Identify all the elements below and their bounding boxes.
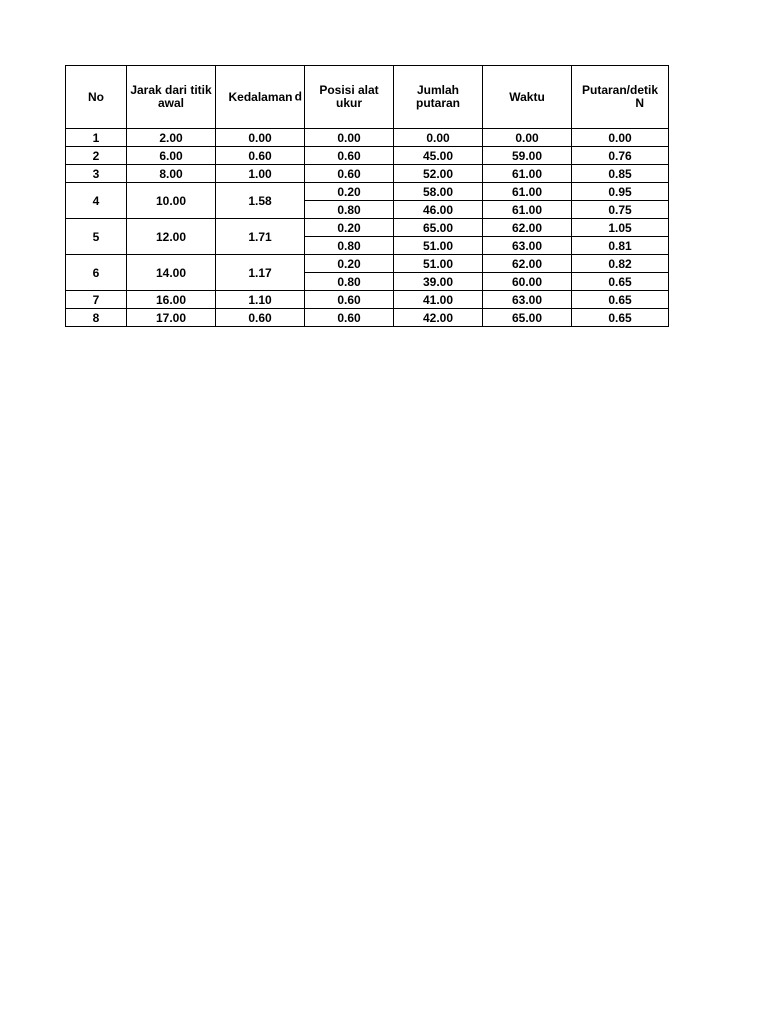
header-no: No (66, 66, 127, 129)
cell-posisi: 0.60 (305, 147, 394, 165)
table-row (66, 165, 669, 183)
cell-kedalaman: 1.00 (216, 165, 305, 183)
cell-jarak: 6.00 (127, 147, 216, 165)
cell-jarak: 17.00 (127, 309, 216, 327)
header-row (66, 66, 669, 129)
table-row (66, 147, 669, 165)
cell-jumlah: 0.00 (394, 129, 483, 147)
table-row (66, 291, 669, 309)
cell-kedalaman: 1.10 (216, 291, 305, 309)
cell-no: 6 (66, 255, 127, 291)
cell-posisi: 0.60 (305, 165, 394, 183)
header-waktu: Waktu (483, 66, 572, 129)
cell-putaran: 0.00 (572, 129, 669, 147)
cell-waktu: 0.00 (483, 129, 572, 147)
cell-putaran: 0.65 (572, 309, 669, 327)
cell-putaran: 0.81 (572, 237, 669, 255)
cell-kedalaman: 1.17 (216, 255, 305, 291)
cell-putaran: 1.05 (572, 219, 669, 237)
cell-no: 1 (66, 129, 127, 147)
header-putaran-label: Putaran/detik (581, 83, 659, 97)
cell-kedalaman: 1.58 (216, 183, 305, 219)
header-kedalaman-label: Kedalaman (228, 89, 293, 104)
header-posisi: Posisi alat ukur (305, 66, 394, 129)
cell-waktu: 62.00 (483, 255, 572, 273)
cell-no: 2 (66, 147, 127, 165)
cell-waktu: 61.00 (483, 201, 572, 219)
cell-putaran: 0.75 (572, 201, 669, 219)
header-jumlah: Jumlah putaran (394, 66, 483, 129)
cell-waktu: 62.00 (483, 219, 572, 237)
cell-no: 4 (66, 183, 127, 219)
cell-waktu: 59.00 (483, 147, 572, 165)
table-header (66, 66, 669, 129)
header-kedalaman-symbol: d (294, 89, 302, 104)
cell-jumlah: 41.00 (394, 291, 483, 309)
cell-jumlah: 45.00 (394, 147, 483, 165)
cell-putaran: 0.65 (572, 273, 669, 291)
table-row (66, 219, 669, 237)
table-row (66, 255, 669, 273)
cell-jumlah: 51.00 (394, 237, 483, 255)
cell-kedalaman: 0.00 (216, 129, 305, 147)
cell-waktu: 63.00 (483, 237, 572, 255)
cell-jumlah: 39.00 (394, 273, 483, 291)
table-body (66, 129, 669, 327)
cell-posisi: 0.80 (305, 201, 394, 219)
cell-no: 7 (66, 291, 127, 309)
cell-waktu: 61.00 (483, 183, 572, 201)
cell-jarak: 2.00 (127, 129, 216, 147)
header-putaran (572, 66, 669, 129)
cell-jarak: 14.00 (127, 255, 216, 291)
cell-putaran: 0.65 (572, 291, 669, 309)
cell-jarak: 8.00 (127, 165, 216, 183)
cell-jumlah: 58.00 (394, 183, 483, 201)
cell-posisi: 0.00 (305, 129, 394, 147)
cell-posisi: 0.60 (305, 291, 394, 309)
table-row (66, 309, 669, 327)
cell-posisi: 0.60 (305, 309, 394, 327)
cell-jumlah: 42.00 (394, 309, 483, 327)
cell-jumlah: 51.00 (394, 255, 483, 273)
cell-jarak: 12.00 (127, 219, 216, 255)
cell-putaran: 0.82 (572, 255, 669, 273)
cell-putaran: 0.76 (572, 147, 669, 165)
table-row (66, 183, 669, 201)
cell-jumlah: 52.00 (394, 165, 483, 183)
cell-jumlah: 46.00 (394, 201, 483, 219)
cell-posisi: 0.80 (305, 273, 394, 291)
cell-waktu: 65.00 (483, 309, 572, 327)
cell-no: 3 (66, 165, 127, 183)
cell-jarak: 10.00 (127, 183, 216, 219)
cell-waktu: 63.00 (483, 291, 572, 309)
cell-putaran: 0.85 (572, 165, 669, 183)
cell-no: 8 (66, 309, 127, 327)
cell-posisi: 0.80 (305, 237, 394, 255)
table-row (66, 129, 669, 147)
cell-waktu: 60.00 (483, 273, 572, 291)
header-jarak: Jarak dari titik awal (127, 66, 216, 129)
measurement-table (65, 65, 669, 327)
cell-kedalaman: 0.60 (216, 147, 305, 165)
cell-posisi: 0.20 (305, 255, 394, 273)
cell-kedalaman: 1.71 (216, 219, 305, 255)
header-kedalaman (216, 66, 305, 129)
cell-no: 5 (66, 219, 127, 255)
cell-jarak: 16.00 (127, 291, 216, 309)
cell-kedalaman: 0.60 (216, 309, 305, 327)
cell-jumlah: 65.00 (394, 219, 483, 237)
cell-posisi: 0.20 (305, 183, 394, 201)
cell-waktu: 61.00 (483, 165, 572, 183)
header-putaran-symbol: N (635, 96, 644, 110)
cell-putaran: 0.95 (572, 183, 669, 201)
cell-posisi: 0.20 (305, 219, 394, 237)
